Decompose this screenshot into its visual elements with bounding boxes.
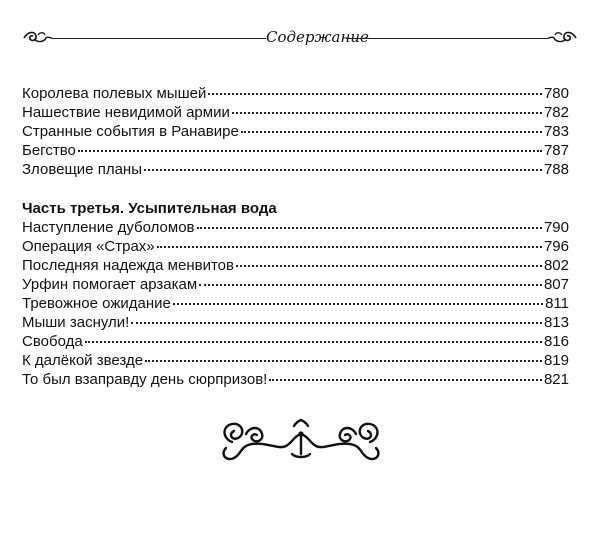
header-rule-right [346, 38, 548, 39]
toc-entry[interactable] [22, 237, 569, 256]
dot-leader [208, 92, 542, 95]
toc-entry-page: 782 [543, 104, 569, 121]
flourish-right-icon [548, 30, 578, 46]
toc-entry-page: 819 [543, 352, 569, 369]
dot-leader [173, 302, 543, 305]
toc-entry-title: Странные события в Ранавире [22, 123, 239, 140]
toc-entry-page: 811 [545, 295, 569, 312]
dot-leader [236, 264, 542, 267]
toc-entry[interactable] [22, 84, 569, 103]
flourish-left-icon [22, 30, 52, 46]
toc-entry-page: 787 [543, 142, 569, 159]
toc-entry[interactable] [22, 294, 569, 313]
dot-leader [269, 378, 542, 381]
toc-entry[interactable] [22, 370, 569, 389]
toc-entry-title: К далёкой звезде [22, 352, 144, 369]
dot-leader [241, 130, 542, 133]
toc-entry-title: Операция «Страх» [22, 238, 155, 255]
part-heading: Часть третья. Усыпительная вода [22, 200, 277, 217]
toc-entry-title: Тревожное ожидание [22, 295, 171, 312]
dot-leader [232, 111, 542, 114]
running-header [22, 26, 578, 50]
dot-leader [157, 245, 542, 248]
toc-entry[interactable] [22, 160, 569, 179]
toc-part3 [22, 199, 569, 389]
dot-leader [199, 283, 542, 286]
toc-entry[interactable] [22, 256, 569, 275]
dot-leader [85, 340, 542, 343]
toc-entry-title: Наступление дуболомов [22, 219, 195, 236]
dot-leader [78, 149, 542, 152]
toc-part2-tail [22, 84, 569, 179]
toc-entry-page: 807 [543, 276, 569, 293]
header-rule-left [52, 38, 266, 39]
toc-entry[interactable] [22, 218, 569, 237]
toc-entry-page: 780 [543, 85, 569, 102]
ornament-divider-icon [216, 418, 386, 464]
toc-entry-page: 783 [543, 123, 569, 140]
dot-leader [145, 359, 542, 362]
toc-entry-title: Бегство [22, 142, 76, 159]
dot-leader [144, 168, 542, 171]
toc-entry[interactable] [22, 313, 569, 332]
toc-entry-page: 796 [543, 238, 569, 255]
toc-entry[interactable] [22, 332, 569, 351]
toc-entry[interactable] [22, 351, 569, 370]
toc-entry-title: Зловещие планы [22, 161, 142, 178]
toc-entry-title: Последняя надежда менвитов [22, 257, 234, 274]
toc-entry-page: 802 [543, 257, 569, 274]
toc-entry-page: 821 [543, 371, 569, 388]
dot-leader [131, 321, 542, 324]
toc-entry-page: 790 [543, 219, 569, 236]
dot-leader [197, 226, 542, 229]
toc-entry-title: Урфин помогает арзакам [22, 276, 198, 293]
toc-entry-title: То был взаправду день сюрпризов! [22, 371, 268, 388]
toc-entry[interactable] [22, 103, 569, 122]
toc-entry[interactable] [22, 122, 569, 141]
toc-entry[interactable] [22, 141, 569, 160]
toc-entry-page: 816 [543, 333, 569, 350]
toc-entry[interactable] [22, 275, 569, 294]
toc-entry-title: Мыши заснули! [22, 314, 130, 331]
toc-entry-title: Королева полевых мышей [22, 85, 207, 102]
header-title: Содержание [266, 28, 369, 46]
toc-entry-page: 788 [543, 161, 569, 178]
toc-entry-title: Свобода [22, 333, 83, 350]
toc-entry-title: Нашествие невидимой армии [22, 104, 230, 121]
toc-entry-page: 813 [543, 314, 569, 331]
